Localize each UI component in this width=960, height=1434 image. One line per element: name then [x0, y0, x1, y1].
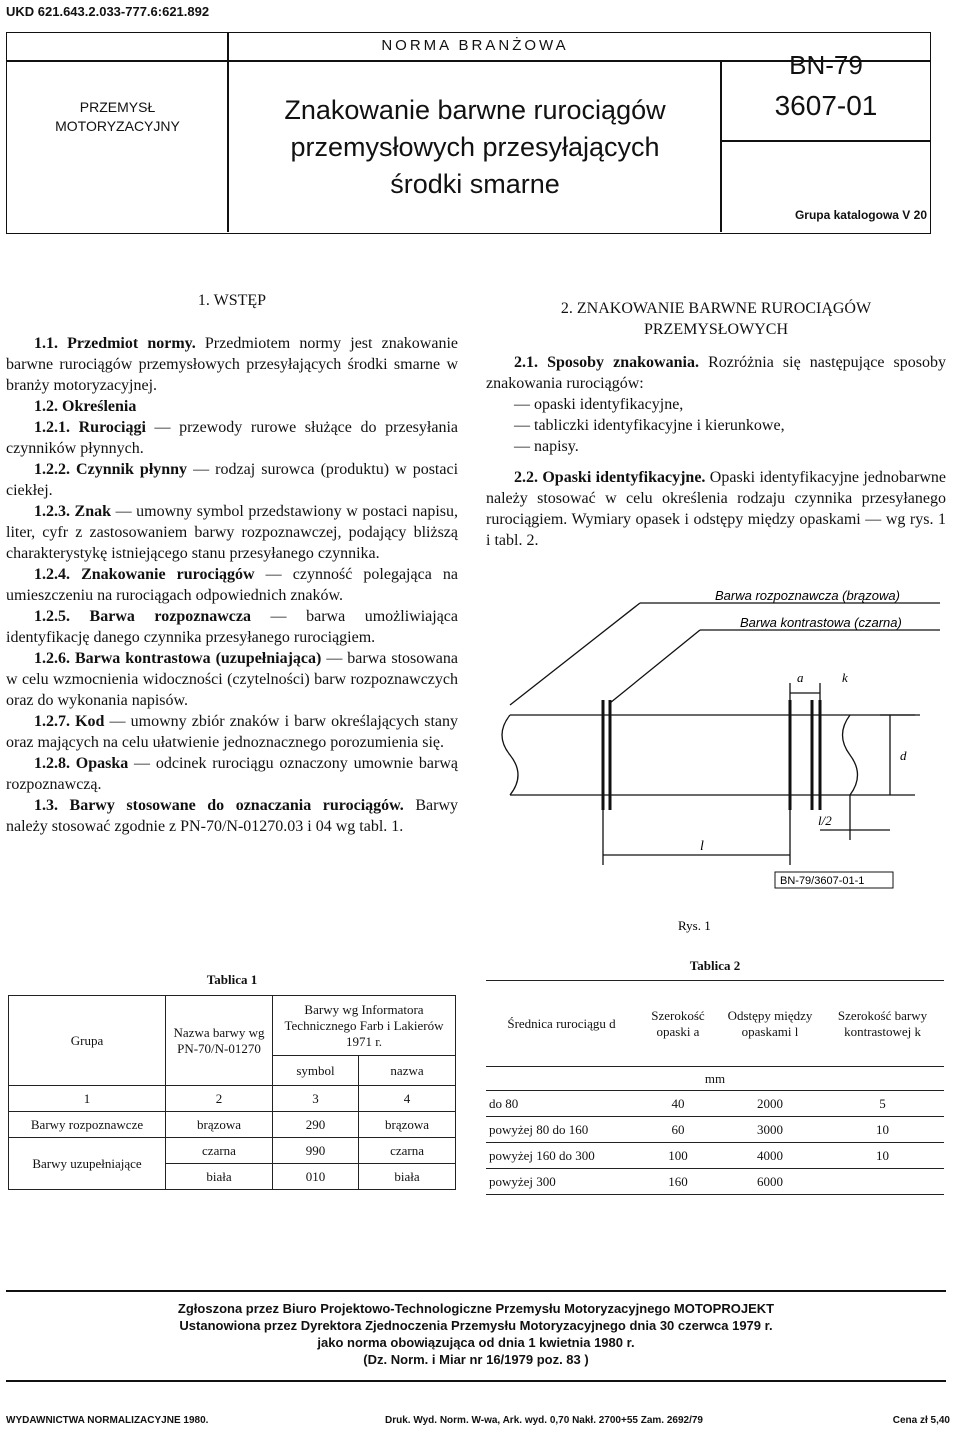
header-cell: Szerokość opaski a [637, 981, 719, 1067]
para-lead: 1.2.3. Znak [34, 503, 112, 520]
para-text: — rodzaj surowca (produktu) w postaci ciekłej. [6, 461, 459, 499]
table-cell: 1 [9, 1086, 166, 1112]
table-cell: Barwy rozpoznawcze [9, 1112, 166, 1138]
label-identification-colour: Barwa rozpoznawcza (brązowa) [715, 588, 900, 603]
table-cell: biała [166, 1164, 273, 1190]
para-1-2-7 [6, 711, 458, 753]
table-row [486, 1169, 944, 1195]
para-1-2-8 [6, 753, 458, 795]
table-row [486, 1117, 944, 1143]
table-cell: 010 [273, 1164, 359, 1190]
table-cell: biała [359, 1164, 456, 1190]
table-row [9, 1112, 456, 1138]
footer-line: (Dz. Norm. i Miar nr 16/1979 poz. 83 ) [363, 1352, 589, 1367]
list-item: — tabliczki identyfikacyjne i kierunkowe, [514, 417, 785, 434]
code-number: 3607-01 [774, 90, 878, 121]
table-cell: 4000 [719, 1143, 821, 1169]
table-cell: brązowa [359, 1112, 456, 1138]
footer-line: Ustanowiona przez Dyrektora Zjednoczenia Przemysłu Motoryzacyjnego dnia 30 czerwca 1979 r. [179, 1318, 773, 1333]
table-cell: 160 [637, 1169, 719, 1195]
table-cell: 10 [821, 1143, 944, 1169]
dim-d-label: d [900, 748, 907, 763]
header-divider-code [720, 140, 930, 142]
list-item: — napisy. [514, 438, 579, 455]
document-title [230, 92, 720, 203]
table-2 [486, 980, 944, 1195]
para-text: Rozróżnia się następujące sposoby znakowania rurociągów: [486, 354, 947, 392]
figure-caption: Rys. 1 [678, 918, 711, 933]
para-lead: 1.3. Barwy stosowane do oznaczania rurociągów. [34, 797, 404, 814]
table-cell: 3 [273, 1086, 359, 1112]
header-cell: Grupa [9, 996, 166, 1086]
unit-cell: mm [486, 1067, 944, 1091]
header-cell: Barwy wg Informatora Technicznego Farb i Lakierów 1971 r. [273, 996, 456, 1056]
para-text: Opaski identyfikacyjne jednobarwne należy stosować w celu określenia rodzaju czynnika przesyłanego rurociągiem. Wymiary opasek i odstępy między opaskami — wg rys. 1 i tabl. 2. [486, 469, 946, 549]
header-cell: Szerokość barwy kontrastowej k [821, 981, 944, 1067]
left-column [6, 290, 458, 837]
para-text: — umowny zbiór znaków i barw określających stany oraz mających na celu ułatwienie jednoznacznego porozumienia się. [6, 713, 459, 751]
leader-line [510, 603, 640, 705]
section-title-2-line-2: PRZEMYSŁOWYCH [643, 321, 788, 338]
para-1-2-4 [6, 564, 458, 606]
para-lead: 1.2.2. Czynnik płynny [34, 461, 188, 478]
price: Cena zł 5,40 [892, 1415, 950, 1426]
table-cell: powyżej 80 do 160 [486, 1117, 637, 1143]
code-prefix: BN-79 [789, 50, 863, 80]
table-cell: 2 [166, 1086, 273, 1112]
para-1-2-1 [6, 417, 458, 459]
dim-a-label: a [797, 670, 804, 685]
table-cell: 4 [359, 1086, 456, 1112]
industry-label [10, 98, 225, 136]
publisher: WYDAWNICTWA NORMALIZACYJNE 1980. [6, 1415, 209, 1426]
table-cell: 990 [273, 1138, 359, 1164]
para-1-2-6 [6, 648, 458, 711]
para-1-2-3 [6, 501, 458, 564]
header-cell: nazwa [359, 1056, 456, 1086]
dim-k-label: k [842, 670, 848, 685]
para-text: — czynność polegająca na umieszczeniu na rurociągach odpowiednich znaków. [6, 566, 458, 604]
label-contrast-colour: Barwa kontrastowa (czarna) [740, 615, 902, 630]
table-cell: 3000 [719, 1117, 821, 1143]
industry-line-1: PRZEMYSŁ [79, 99, 156, 115]
table-cell: 5 [821, 1091, 944, 1117]
para-lead: 1.2.8. Opaska [34, 755, 129, 772]
para-lead: 1.2.6. Barwa kontrastowa (uzupełniająca) [34, 650, 322, 667]
para-lead: 1.2.4. Znakowanie rurociągów [34, 566, 255, 583]
table-cell [821, 1169, 944, 1195]
title-line-2: przemysłowych przesyłających [290, 132, 660, 162]
para-2-1 [486, 352, 946, 394]
table-cell: 10 [821, 1117, 944, 1143]
norm-type: NORMA BRANŻOWA [381, 37, 569, 54]
table-cell: 100 [637, 1143, 719, 1169]
table-cell: 6000 [719, 1169, 821, 1195]
table-cell: czarna [166, 1138, 273, 1164]
para-lead: 1.2.1. Rurociągi [34, 419, 146, 436]
title-line-3: środki smarne [390, 169, 560, 199]
title-line-1: Znakowanie barwne rurociągów [284, 95, 666, 125]
table-cell: powyżej 300 [486, 1169, 637, 1195]
para-lead: 2.2. Opaski identyfikacyjne. [514, 469, 706, 486]
para-1-2-5 [6, 606, 458, 648]
para-1-2-2 [6, 459, 458, 501]
table-1 [8, 995, 456, 1190]
pipe-break-right [843, 715, 858, 795]
pipe-figure [500, 585, 950, 945]
footer-line: jako norma obowiązująca od dnia 1 kwietnia 1980 r. [317, 1335, 635, 1350]
bottom-rule [6, 1380, 946, 1382]
para-lead: 2.1. Sposoby znakowania. [514, 354, 699, 371]
print-info: Druk. Wyd. Norm. W-wa, Ark. wyd. 0,70 Nakł. 2700+55 Zam. 2692/79 [385, 1415, 703, 1426]
para-lead: 1.2.7. Kod [34, 713, 105, 730]
header-cell: Średnica rurociągu d [486, 981, 637, 1067]
footer-text [6, 1300, 946, 1368]
table-cell: powyżej 160 do 300 [486, 1143, 637, 1169]
footer-line: Zgłoszona przez Biuro Projektowo-Technologiczne Przemysłu Motoryzacyjnego MOTOPROJEKT [177, 1301, 775, 1316]
footer-rule [6, 1290, 946, 1292]
section-title-2-line-1: 2. ZNAKOWANIE BARWNE RUROCIĄGÓW [560, 300, 872, 317]
dim-l-label: l [700, 839, 704, 854]
table-row [486, 1091, 944, 1117]
para-text: — barwa stosowana w celu wzmocnienia widoczności (czytelności) barw rozpoznawczych oraz do wykonania napisów. [6, 650, 458, 709]
para-text: — odcinek rurociągu oznaczony umownie barwą rozpoznawczą. [6, 755, 458, 793]
header-divider-right [720, 60, 722, 232]
para-2-2 [486, 467, 946, 551]
para-text: — przewody rurowe służące do przesyłania czynników płynnych. [6, 419, 458, 457]
table-row [486, 1143, 944, 1169]
table-row [9, 1138, 456, 1164]
table-cell: do 80 [486, 1091, 637, 1117]
table-2-title: Tablica 2 [689, 958, 741, 973]
header-cell: symbol [273, 1056, 359, 1086]
para-1-3 [6, 795, 458, 837]
table-cell: Barwy uzupełniające [9, 1138, 166, 1190]
list-item: — opaski identyfikacyjne, [514, 396, 684, 413]
pipe-break-left [502, 715, 518, 795]
dim-half-label: l/2 [818, 813, 832, 828]
table-cell: 290 [273, 1112, 359, 1138]
table-cell: brązowa [166, 1112, 273, 1138]
leader-line [610, 630, 700, 703]
para-lead: 1.2.5. Barwa rozpoznawcza [34, 608, 251, 625]
para-text: — umowny symbol przedstawiony w postaci napisu, liter, cyfr z zastosowaniem barwy rozpoznawczej, podający bliższą charakterystykę istniejącego stanu przesyłanego czynnika. [6, 503, 458, 562]
para-1-2: 1.2. Określenia [34, 398, 137, 415]
industry-line-2: MOTORYZACYJNY [55, 118, 180, 134]
table-cell: 40 [637, 1091, 719, 1117]
figure-stamp: BN-79/3607-01-1 [780, 875, 865, 887]
table-1-title: Tablica 1 [206, 972, 258, 987]
right-column [486, 298, 946, 551]
header-cell: Odstępy między opaskami l [719, 981, 821, 1067]
para-text: Barwy należy stosować zgodnie z PN-70/N-01270.03 i 04 wg tabl. 1. [6, 797, 459, 835]
para-text: Przedmiotem normy jest znakowanie barwne rurociągów przemysłowych przesyłających środki smarne w branży motoryzacyjnej. [6, 335, 458, 394]
table-cell: czarna [359, 1138, 456, 1164]
table-cell: 2000 [719, 1091, 821, 1117]
header-cell: Nazwa barwy wg PN-70/N-01270 [166, 996, 273, 1086]
table-cell: 60 [637, 1117, 719, 1143]
para-1-1 [6, 333, 458, 396]
catalog-group: Grupa katalogowa V 20 [794, 208, 927, 222]
header-divider-left [227, 32, 229, 232]
udk-code: UKD 621.643.2.033-777.6:621.892 [6, 4, 210, 19]
section-title-intro: 1. WSTĘP [197, 292, 267, 309]
para-lead: 1.1. Przedmiot normy. [34, 335, 196, 352]
para-text: — barwa umożliwiająca identyfikację danego czynnika przesyłanego rurociągiem. [6, 608, 459, 646]
